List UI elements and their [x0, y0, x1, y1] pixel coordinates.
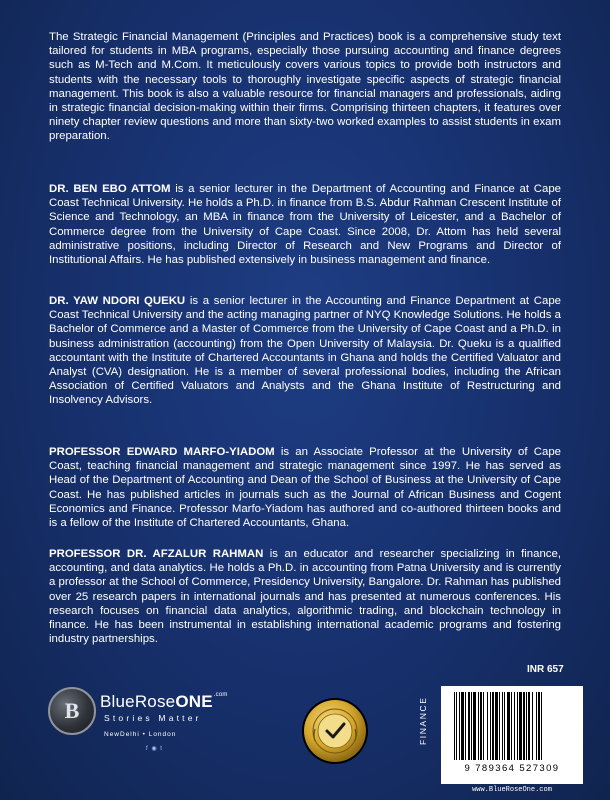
barcode-bar: [461, 692, 464, 760]
barcode-bars: [452, 692, 572, 762]
barcode-bar: [459, 692, 460, 760]
author-name: DR. BEN EBO ATTOM: [49, 183, 171, 195]
barcode-bar: [495, 692, 498, 760]
price-label: INR 657: [527, 664, 564, 675]
author-bio-marfo-yiadom: [49, 445, 561, 530]
summary-paragraph: The Strategic Financial Management (Principles and Practices) book is a comprehensive study text tailored for students in MBA programs, especially those pursuing accounting and finance degrees such as M-Tech and M.Com. It meticulously covers various topics to provide both instructors and students with the necessary tools to thoroughly investigate specific aspects of strategic financial management. This book is also a valuable resource for financial managers and professionals, aiding in strategic financial decision-making within their firms. Comprising thirteen chapters, it features over ninety chapter review questions and more than sixty-two worked examples to assist students in exam preparation.: [49, 31, 561, 143]
author-bio-text: is an Associate Professor at the University of Cape Coast, teaching financial management and strategic management since 1997. He has served as Head of the Department of Accounting and Dean of the School of Business at the University of Cape Coast. He has published articles in journals such as the Journal of African Business and Cogent Economics and Finance. Professor Marfo-Yiadom has authored and co-authored thirteen books and is a fellow of the Institute of Chartered Accountants, Ghana.: [49, 446, 561, 530]
barcode-bar: [454, 692, 455, 760]
author-bio-queku: [49, 294, 561, 408]
author-bio-text: is a senior lecturer in the Department of Accounting and Finance at Cape Coast Technical University. He holds a Ph.D. in finance from B.S. Abdur Rahman Crescent Institute of Science and Technology, an MBA in finance from the University of Leicester, and a Bachelor of Commerce degree from the University of Cape Coast. Since 2008, Dr. Attom has held several administrative positions, including Director of Research and New Programs and Director of Institutional Affairs. He has published extensively in business management and finance.: [49, 183, 561, 267]
barcode-bar: [478, 692, 479, 760]
publisher-locations: NewDelhi • London: [104, 731, 177, 738]
author-bio-text: is a senior lecturer in the Accounting and Finance Department at Cape Coast Technical University and the acting managing partner of NYQ Knowledge Solutions. He holds a Bachelor of Commerce and a Master of Commerce from the University of Cape Coast and a Ph.D. in business administration (accounting) from the Open University of Malaysia. Dr. Queku is a qualified accountant with the Institute of Chartered Accountants in Ghana and holds the Certified Valuator and Analyst (CVA) designation. He is a member of several professional bodies, including the African Association of Certified Valuators and Analysts and the Ghana Institute of Restructuring and Insolvency Advisors.: [49, 295, 561, 407]
author-bio-text: is an educator and researcher specializing in finance, accounting, and data analytics. He holds a Ph.D. in accounting from Patna University and is currently a professor at the School of Commerce, Presidency University, Bangalore. Dr. Rahman has published over 25 research papers in international journals and has presented at numerous conferences. His research focuses on financial data analytics, algorithmic trading, and blockchain technology in finance. He has been instrumental in establishing international academic programs and fostering industry partnerships.: [49, 548, 561, 646]
barcode-bar: [514, 692, 515, 760]
barcode-bar: [507, 692, 510, 760]
isbn-barcode: [441, 686, 583, 784]
barcode-bar: [541, 692, 542, 760]
barcode-bar: [526, 692, 527, 760]
barcode-bar: [471, 692, 472, 760]
barcode-bar: [523, 692, 525, 760]
author-name: PROFESSOR EDWARD MARFO-YIADOM: [49, 446, 275, 458]
social-media-icons: f ◉ t: [146, 746, 163, 752]
barcode-bar: [511, 692, 512, 760]
barcode-bar: [504, 692, 505, 760]
barcode-bar: [532, 692, 533, 760]
barcode-bar: [487, 692, 488, 760]
barcode-bar: [456, 692, 457, 760]
barcode-bar: [465, 692, 466, 760]
author-name: DR. YAW NDORI QUEKU: [49, 295, 186, 307]
barcode-bar: [519, 692, 522, 760]
barcode-bar: [483, 692, 484, 760]
barcode-bar: [502, 692, 503, 760]
barcode-bar: [490, 692, 491, 760]
publisher-tagline: Stories Matter: [104, 713, 202, 723]
isbn-number: 9 789364 527309: [464, 763, 560, 774]
barcode-bar: [499, 692, 500, 760]
barcode-bar: [517, 692, 518, 760]
barcode-bar: [480, 692, 482, 760]
publisher-website: www.BlueRoseOne.com: [472, 786, 552, 794]
barcode-bar: [528, 692, 530, 760]
barcode-bar: [536, 692, 537, 760]
publisher-logo: [48, 682, 238, 782]
author-bio-attom: [49, 182, 561, 267]
category-label: FINANCE: [418, 696, 428, 745]
author-bio-rahman: [49, 547, 561, 646]
publisher-emblem-icon: B: [48, 687, 96, 735]
book-summary: [49, 30, 561, 144]
author-name: PROFESSOR DR. AFZALUR RAHMAN: [49, 548, 264, 560]
award-seal-icon: [301, 697, 369, 765]
barcode-bar: [468, 692, 470, 760]
barcode-bar: [473, 692, 476, 760]
barcode-bar: [492, 692, 494, 760]
publisher-name: BlueRoseONE$^{.com}$: [100, 692, 228, 711]
barcode-bar: [538, 692, 540, 760]
